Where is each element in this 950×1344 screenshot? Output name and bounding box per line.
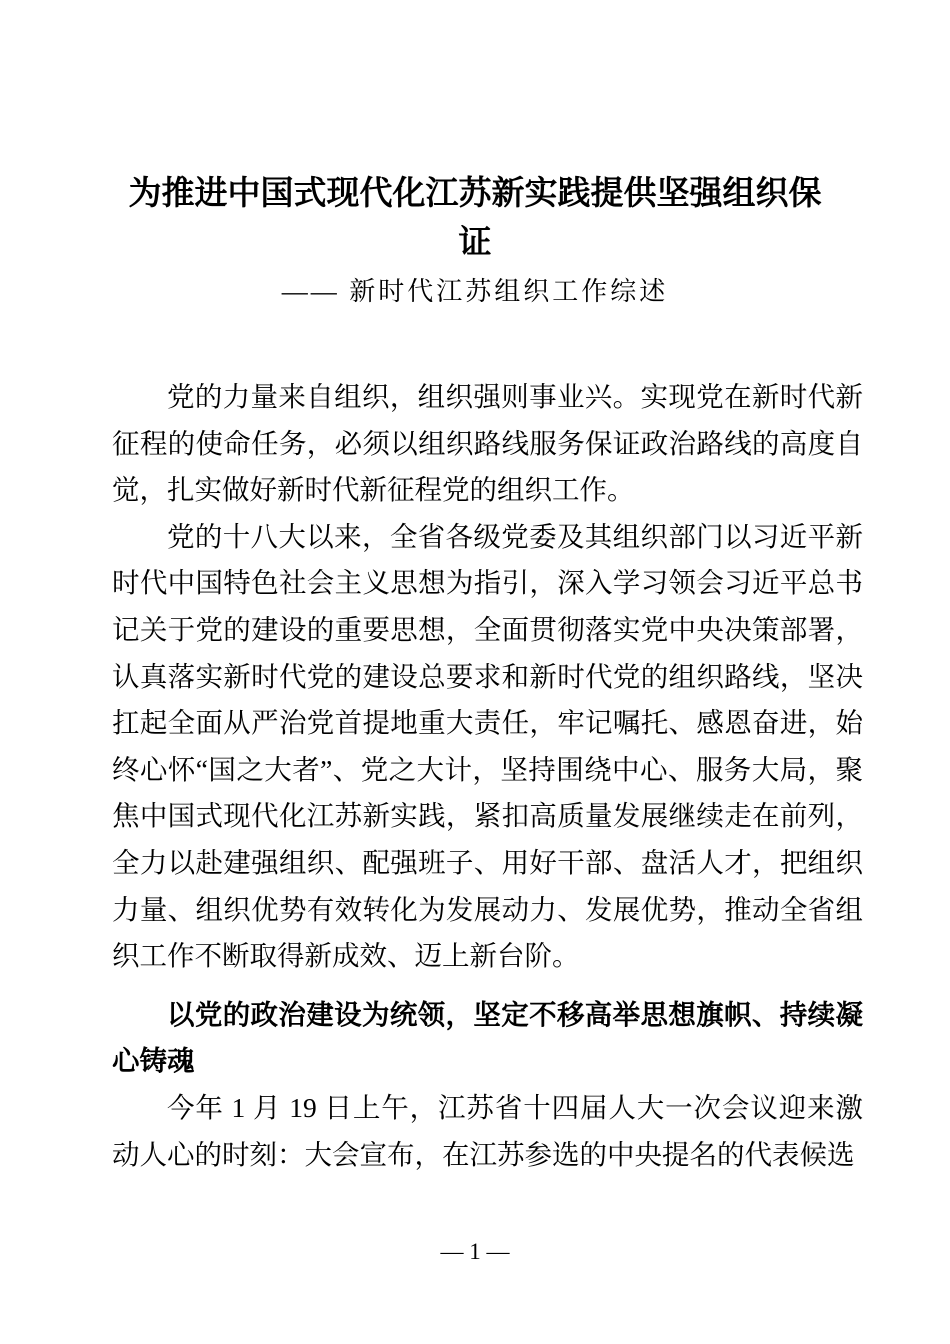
body-paragraph: 今年 1 月 19 日上午，江苏省十四届人大一次会议迎来激动人心的时刻：大会宣布，在江苏参选的中央提名的代表候选 [112, 1091, 863, 1170]
section-heading: 以党的政治建设为统领，坚定不移高举思想旗帜、持续凝心铸魂 [112, 998, 863, 1077]
document-subtitle: —— 新时代江苏组织工作综述 [281, 277, 669, 306]
body-paragraph: 党的力量来自组织，组织强则事业兴。实现党在新时代新征程的使命任务，必须以组织路线服务保证政治路线的高度自觉，扎实做好新时代新征程党的组织工作。 [112, 381, 863, 506]
page-number: — 1 — [440, 1239, 510, 1264]
document-body [112, 374, 863, 1178]
body-paragraph: 党的十八大以来，全省各级党委及其组织部门以习近平新时代中国特色社会主义思想为指引，深入学习领会习近平总书记关于党的建设的重要思想，全面贯彻落实党中央决策部署，认真落实新时代党的建设总要求和新时代党的组织路线，坚决扛起全面从严治党首提地重大责任，牢记嘱托、感恩奋进，始终心怀“国之大者”、党之大计，坚持围绕中心、服务大局，聚焦中国式现代化江苏新实践，紧扣高质量发展继续走在前列，全力以赴建强组织、配强班子、用好干部、盘活人才，把组织力量、组织优势有效转化为发展动力、发展优势，推动全省组织工作不断取得新成效、迈上新台阶。 [112, 520, 863, 972]
document-title: 为推进中国式现代化江苏新实践提供坚强组织保证 [128, 176, 822, 261]
